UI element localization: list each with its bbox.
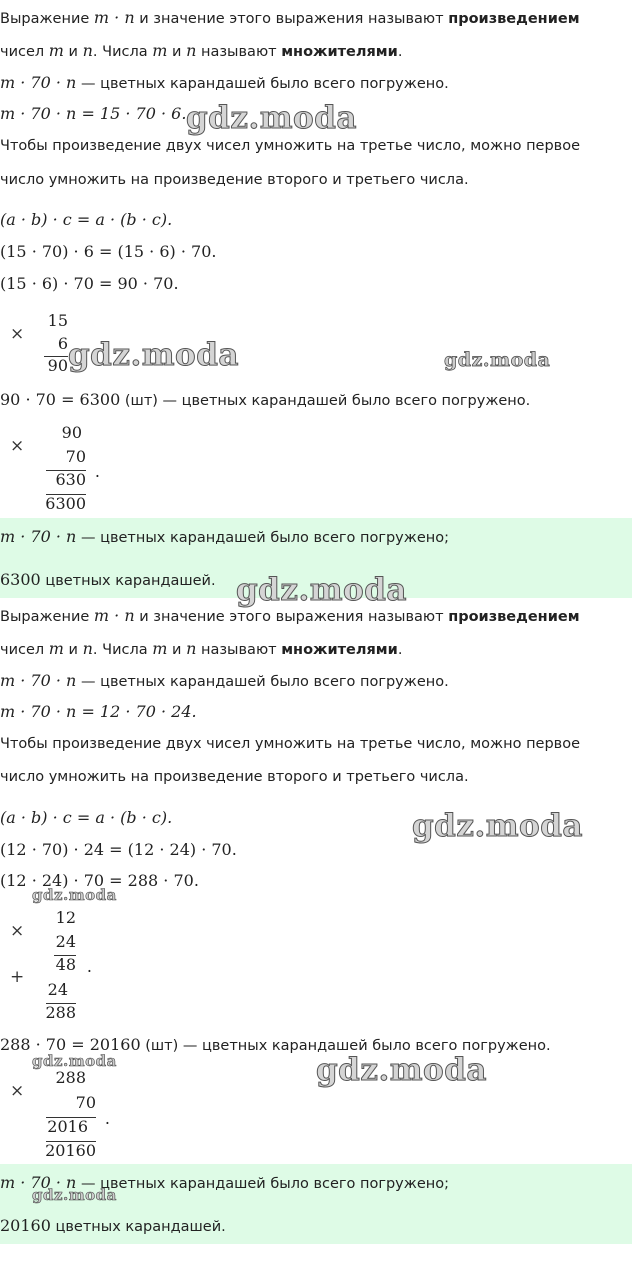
rule-line-1: Чтобы произведение двух чисел умножить на третье число, можно первое <box>0 138 581 154</box>
product: 288 <box>45 1003 76 1022</box>
math-expression: m · n <box>93 8 135 27</box>
step-1: (12 · 70) · 24 = (12 · 24) · 70. <box>0 840 237 859</box>
watermark-logo: gdz.moda <box>316 1052 487 1088</box>
answer-line-2 <box>0 570 216 589</box>
text: и значение этого выражения называют <box>139 11 444 27</box>
partial-product: 630 <box>55 470 86 489</box>
math-expression: m · n <box>93 606 135 625</box>
text: . Числа <box>92 44 148 60</box>
associative-law: (a · b) · c = a · (b · c). <box>0 210 173 229</box>
watermark-logo: gdz.moda <box>68 337 239 373</box>
step-1: (15 · 70) · 6 = (15 · 6) · 70. <box>0 242 217 261</box>
associative-law: (a · b) · c = a · (b · c). <box>0 808 173 827</box>
period: . <box>104 1109 110 1128</box>
expression-line <box>0 671 449 690</box>
step-2: (12 · 24) · 70 = 288 · 70. <box>0 871 199 890</box>
definition-line-2 <box>0 639 402 658</box>
math-var: m <box>152 41 168 60</box>
multiply-sign: × <box>10 436 25 456</box>
definition-line-1 <box>0 8 580 27</box>
watermark-logo: gdz.moda <box>444 349 551 371</box>
math-expression: m · 70 · n <box>0 73 77 92</box>
partial-product: 48 <box>55 955 76 974</box>
multiplier: 24 <box>55 932 76 951</box>
watermark-logo: gdz.moda <box>32 1052 117 1070</box>
text: и <box>172 642 182 658</box>
watermark-logo: gdz.moda <box>236 572 407 608</box>
multiplicand: 288 <box>55 1068 86 1087</box>
math-var: n <box>82 639 93 658</box>
period: . <box>86 957 92 976</box>
rule-line-2: число умножить на произведение второго и третьего числа. <box>0 769 469 785</box>
math-expression: m · 70 · n <box>0 527 77 546</box>
definition-line-1 <box>0 606 580 625</box>
multiply-sign: × <box>10 921 25 941</box>
math-expression: 90 · 70 = 6300 <box>0 390 121 409</box>
text: и значение этого выражения называют <box>139 609 444 625</box>
math-var: n <box>186 41 197 60</box>
watermark-logo: gdz.moda <box>32 886 117 904</box>
answer-number: 20160 <box>0 1216 51 1235</box>
text: и <box>68 642 78 658</box>
multiplier: 70 <box>65 447 86 466</box>
text: — цветных карандашей было всего погружено. <box>80 76 449 92</box>
text: (шт) — цветных карандашей было всего погружено. <box>145 1038 551 1054</box>
multiplicand: 12 <box>55 908 76 927</box>
partial-product: 24 <box>47 980 68 999</box>
answer-box <box>0 1164 632 1244</box>
expression-line <box>0 73 449 92</box>
partial-product: 2016 <box>47 1117 88 1136</box>
text: (шт) — цветных карандашей было всего погружено. <box>124 393 531 409</box>
text: чисел <box>0 642 45 658</box>
multiplier: 70 <box>75 1093 96 1112</box>
text: цветных карандашей. <box>55 1219 226 1235</box>
watermark-logo: gdz.moda <box>32 1186 117 1204</box>
plus-sign: + <box>10 967 25 987</box>
rule-line-2: число умножить на произведение второго и третьего числа. <box>0 172 469 188</box>
answer-number: 6300 <box>0 570 41 589</box>
text: . <box>397 642 403 658</box>
term-product: произведением <box>448 609 580 625</box>
term-factors: множителями <box>281 642 398 658</box>
term-factors: множителями <box>281 44 398 60</box>
multiplier: 6 <box>57 334 68 353</box>
expression-equation: m · 70 · n = 15 · 70 · 6. <box>0 104 187 123</box>
step-2: (15 · 6) · 70 = 90 · 70. <box>0 274 179 293</box>
product: 6300 <box>45 494 86 513</box>
answer-line-2 <box>0 1216 226 1235</box>
math-expression: 288 · 70 = 20160 <box>0 1035 141 1054</box>
math-expression: m · 70 · n <box>0 1173 77 1192</box>
text: и <box>68 44 78 60</box>
text: Выражение <box>0 609 90 625</box>
math-var: m <box>48 41 64 60</box>
text: называют <box>200 44 277 60</box>
text: цветных карандашей. <box>45 573 216 589</box>
calculation-line <box>0 390 530 409</box>
text: . <box>397 44 403 60</box>
math-var: n <box>186 639 197 658</box>
text: называют <box>200 642 277 658</box>
answer-line-1 <box>0 527 449 546</box>
math-var: m <box>152 639 168 658</box>
watermark-logo: gdz.moda <box>412 808 583 844</box>
rule-line-1: Чтобы произведение двух чисел умножить на третье число, можно первое <box>0 736 581 752</box>
multiply-sign: × <box>10 324 25 344</box>
text: и <box>172 44 182 60</box>
text: . Числа <box>92 642 148 658</box>
math-var: n <box>82 41 93 60</box>
term-product: произведением <box>448 11 580 27</box>
text: — цветных карандашей было всего погружено. <box>80 674 449 690</box>
watermark-logo: gdz.moda <box>186 100 357 136</box>
math-expression: m · 70 · n <box>0 671 77 690</box>
product: 90 <box>47 356 68 375</box>
multiply-sign: × <box>10 1081 25 1101</box>
expression-equation: m · 70 · n = 12 · 70 · 24. <box>0 702 197 721</box>
multiplicand: 90 <box>61 423 82 442</box>
definition-line-2 <box>0 41 402 60</box>
product: 20160 <box>45 1141 96 1160</box>
text: чисел <box>0 44 45 60</box>
text: — цветных карандашей было всего погружено; <box>80 530 449 546</box>
period: . <box>94 462 100 481</box>
text: — цветных карандашей было всего погружено; <box>80 1176 449 1192</box>
math-var: m <box>48 639 64 658</box>
text: Выражение <box>0 11 90 27</box>
multiplicand: 15 <box>47 311 68 330</box>
